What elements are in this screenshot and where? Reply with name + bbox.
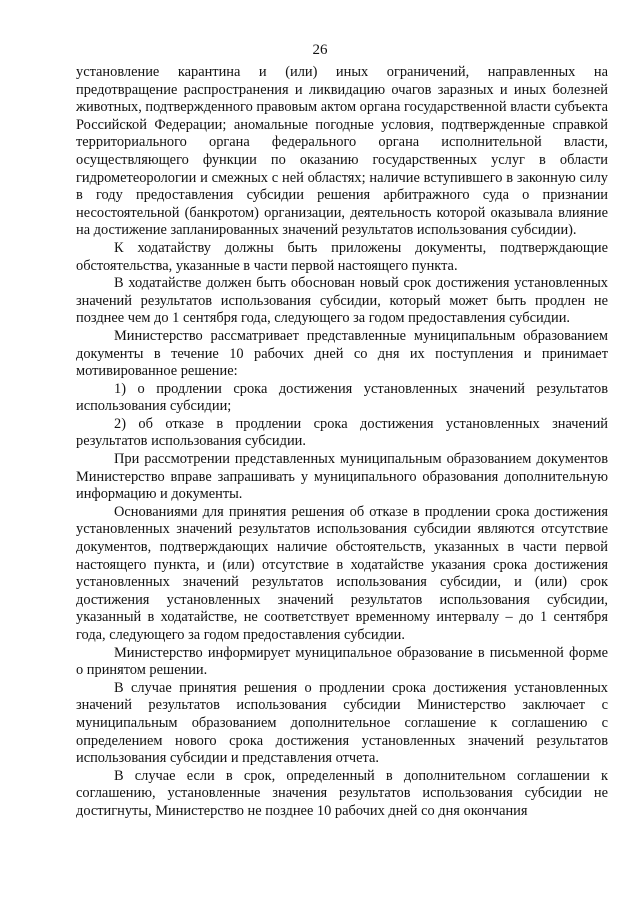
paragraph-7: При рассмотрении представленных муниципальным образованием документов Министерство вправе запрашивать у муниципального образования дополнительную информацию и документы. <box>76 451 608 503</box>
paragraph-5: 1) о продлении срока достижения установленных значений результатов использования субсидии; <box>76 380 608 415</box>
paragraph-4: Министерство рассматривает представленные муниципальным образованием документы в течение 10 рабочих дней со дня их поступления и принимает мотивированное решение: <box>76 327 608 380</box>
paragraph-1: установление карантина и (или) иных ограничений, направленных на предотвращение распространения и ликвидацию очагов заразных и иных болезней животных, подтвержденного правовым актом органа государственной власти субъекта Российской Федерации; аномальные погодные условия, подтвержденные справкой территориального органа федерального органа исполнительной власти, осуществляющего функции по оказанию государственных услуг в области гидрометеорологии и смежных с ней областях; наличие вступившего в законную силу в году предоставления субсидии решения арбитражного суда о признании несостоятельной (банкротом) организации, деятельность которой оказывала влияние на достижение запланированных значений результатов использования субсидии). <box>76 64 608 239</box>
document-body <box>76 64 608 821</box>
paragraph-6: 2) об отказе в продлении срока достижения установленных значений результатов использования субсидии. <box>76 415 608 450</box>
paragraph-9: Министерство информирует муниципальное образование в письменной форме о принятом решении. <box>76 644 608 679</box>
page-number: 26 <box>312 42 328 58</box>
paragraph-11: В случае если в срок, определенный в дополнительном соглашении к соглашению, установленные значения результатов использования субсидии не достигнуты, Министерство не позднее 10 рабочих дней со дня окончания <box>76 767 608 819</box>
paragraph-3: В ходатайстве должен быть обоснован новый срок достижения установленных значений результатов использования субсидии, который может быть продлен не позднее чем до 1 сентября года, следующего за годом предоставления субсидии. <box>76 275 608 327</box>
paragraph-8: Основаниями для принятия решения об отказе в продлении срока достижения установленных значений результатов использования субсидии являются отсутствие документов, подтверждающих наличие обстоятельств, указанных в части первой настоящего пункта, и (или) отсутствие в ходатайстве указания срока достижения установленных значений результатов использования субсидии, и (или) срок достижения установленных значений результатов использования субсидии, указанный в ходатайстве, не соответствует временному интервалу – до 1 сентября года, следующего за годом предоставления субсидии. <box>76 503 608 643</box>
paragraph-2: К ходатайству должны быть приложены документы, подтверждающие обстоятельства, указанные в части первой настоящего пункта. <box>76 239 608 274</box>
paragraph-10: В случае принятия решения о продлении срока достижения установленных значений результатов использования субсидии Министерство заключает с муниципальным образованием дополнительное соглашение к соглашению с определением нового срока достижения установленных значений результатов использования субсидии и представления отчета. <box>76 679 608 767</box>
